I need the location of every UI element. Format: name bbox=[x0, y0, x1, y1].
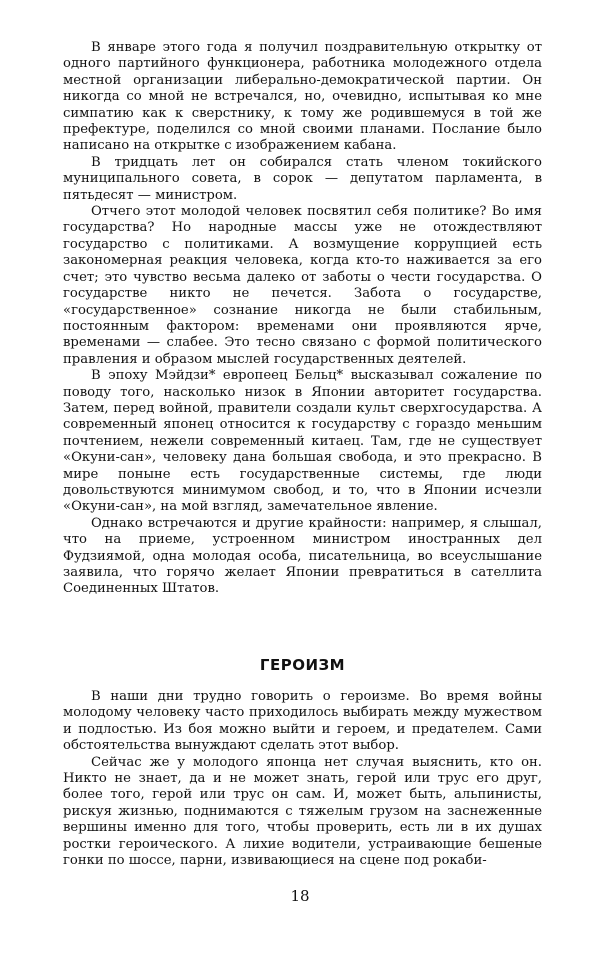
paragraph: В эпоху Мэйдзи* европеец Бельц* высказывал сожаление по поводу того, насколько низок в Японии авторитет государства. Затем, перед войной, правители создали культ сверхгосударства. А современный японец относится к государству с гораздо меньшим почтением, нежели современный китаец. Там, где не существует «Окуни-сан», человеку дана большая свобода, и это прекрасно. В мире поныне есть государственные системы, где люди довольствуются минимумом свобод, и то, что в Японии исчезли «Окуни-сан», на мой взгляд, замечательное явление. bbox=[63, 368, 542, 515]
paragraph: В наши дни трудно говорить о героизме. Во время войны молодому человеку часто приходилось выбирать между мужеством и подлостью. Из боя можно выйти и героем, и предателем. Сами обстоятельства вынуждают сделать этот выбор. bbox=[63, 689, 542, 754]
body-text-section-two bbox=[63, 689, 542, 869]
paragraph: Однако встречаются и другие крайности: например, я слышал, что на приеме, устроенном министром иностранных дел Фудзиямой, одна молодая особа, писательница, во всеуслышание заявила, что горячо желает Японии превратиться в сателлита Соединенных Штатов. bbox=[63, 515, 542, 597]
body-text-section-one bbox=[63, 40, 542, 598]
page-number: 18 bbox=[290, 887, 310, 905]
paragraph: В тридцать лет он собирался стать членом токийского муниципального совета, в сорок — депутатом парламента, в пятьдесят — министром. bbox=[63, 154, 542, 203]
section-heading: ГЕРОИЗМ bbox=[259, 656, 346, 674]
paragraph: Отчего этот молодой человек посвятил себя политике? Во имя государства? Но народные массы уже не отождествляют государство с политиками. А возмущение коррупцией есть закономерная реакция человека, когда кто-то наживается за его счет; это чувство весьма далеко от заботы о чести государства. О государстве никто не печется. Забота о государстве, «государственное» сознание никогда не были стабильным, постоянным фактором: временами они проявляются ярче, временами — слабее. Это тесно связано с формой политического правления и образом мыслей государственных деятелей. bbox=[63, 204, 542, 367]
paragraph: Сейчас же у молодого японца нет случая выяснить, кто он. Никто не знает, да и не может знать, герой или трус его друг, более того, герой или трус он сам. И, может быть, альпинисты, рискуя жизнью, поднимаются с тяжелым грузом на заснеженные вершины именно для того, чтобы проверить, есть ли в их душах ростки героического. А лихие водители, устраивающие бешеные гонки по шоссе, парни, извивающиеся на сцене под рокаби- bbox=[63, 754, 542, 869]
paragraph: В январе этого года я получил поздравительную открытку от одного партийного функционера, работника молодежного отдела местной организации либерально-демократической партии. Он никогда со мной не встречался, но, очевидно, испытывая ко мне симпатию как к сверстнику, к тому же родившемуся в той же префектуре, поделился со мной своими планами. Послание было написано на открытке с изображением кабана. bbox=[63, 40, 542, 154]
